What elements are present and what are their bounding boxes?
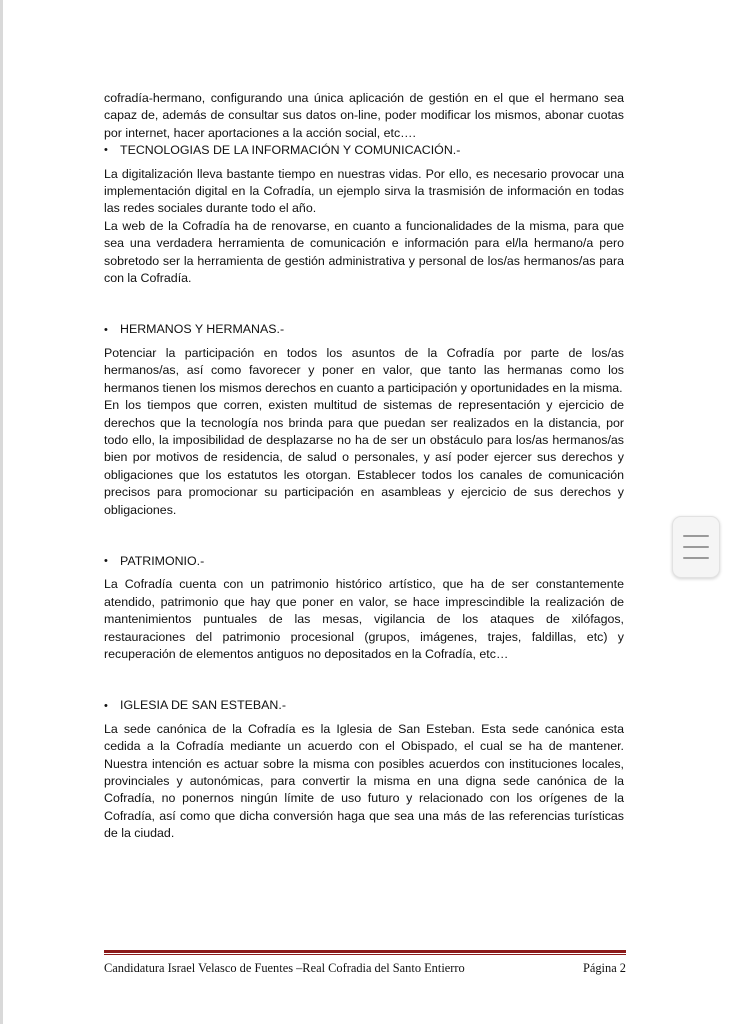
- section-hermanos: [104, 321, 624, 518]
- hamburger-menu-icon[interactable]: [672, 516, 720, 578]
- section-heading: [104, 321, 624, 338]
- intro-paragraph: cofradía-hermano, configurando una única aplicación de gestión en el que el hermano sea capaz de, además de consultar sus datos on-line, poder modificar los mismos, abonar cuotas por internet, hacer aportaciones a la acción social, etc….: [104, 91, 624, 140]
- section-paragraph: La Cofradía cuenta con un patrimonio histórico artístico, que ha de ser constantemente atendido, patrimonio que hay que poner en valor, se hace imprescindible la realización de mantenimientos puntuales de las mesas, vigilancia de los ataques de xilófagos, restauraciones del patrimonio procesional (grupos, imágenes, trajes, faldillas, etc) y recuperación de elementos antiguos no depositados en la Cofradía, etc…: [104, 577, 624, 661]
- section-patrimonio: [104, 553, 624, 663]
- section-heading: [104, 142, 624, 159]
- section-paragraph: Potenciar la participación en todos los asuntos de la Cofradía por parte de los/as hermanos/as, así como favorecer y poner en valor, que tanto las hermanas como los hermanos tienen los mismos derechos en cuanto a participación y oportunidades en la misma.: [104, 345, 624, 395]
- section-title: TECNOLOGIAS DE LA INFORMACIÓN Y COMUNICACIÓN.-: [120, 143, 461, 158]
- section-title: PATRIMONIO.-: [120, 553, 205, 568]
- section-paragraph: En los tiempos que corren, existen multitud de sistemas de representación y ejercicio de derechos que la tecnología nos brinda para que puedan ser realizados en la distancia, por todo ello, la imposibilidad de desplazarse no ha de ser un obstáculo para los/as hermanos/as bien por motivos de residencia, de salud o personales, y así poder ejercer sus derechos y obligaciones que los estatutos les otorgan. Establecer todos los canales de comunicación precisos para promocionar su participación en asambleas y ejercicio de sus derechos y obligaciones.: [104, 398, 624, 517]
- page-edge: [0, 0, 3, 1024]
- section-paragraph: La sede canónica de la Cofradía es la Iglesia de San Esteban. Esta sede canónica esta cedida a la Cofradía mediante un acuerdo con el Obispado, el cual se ha de mantener. Nuestra intención es actuar sobre la misma con posibles acuerdos con instituciones locales, provinciales y autonómicas, para convertir la misma en una digna sede canónica de la Cofradía, no ponernos ningún límite de uso futuro y relacionado con los orígenes de la Cofradía, así como que dicha conversión haga que sea una más de las referencias turísticas de la ciudad.: [104, 721, 624, 841]
- section-heading: [104, 553, 624, 570]
- section-paragraph: La web de la Cofradía ha de renovarse, en cuanto a funcionalidades de la misma, para que sea una verdadera herramienta de comunicación e información para el/la hermano/a pero sobretodo ser la herramienta de gestión administrativa y personal de los/as hermanos/as para con la Cofradía.: [104, 218, 624, 286]
- page-footer: [104, 959, 626, 977]
- document-body: [104, 90, 624, 843]
- bullet-icon: •: [104, 144, 108, 157]
- section-title: IGLESIA DE SAN ESTEBAN.-: [120, 698, 286, 713]
- section-iglesia: [104, 697, 624, 842]
- footer-title: Candidatura Israel Velasco de Fuentes –Real Cofradia del Santo Entierro: [104, 961, 465, 975]
- section-title: HERMANOS Y HERMANAS.-: [120, 322, 285, 337]
- bullet-icon: •: [104, 555, 108, 568]
- page-number: Página 2: [582, 961, 626, 975]
- section-tecnologias: [104, 142, 624, 287]
- footer-divider-thin: [104, 954, 626, 955]
- menu-line: [683, 557, 709, 559]
- footer-divider: [104, 950, 626, 953]
- bullet-icon: •: [104, 323, 108, 336]
- bullet-icon: •: [104, 699, 108, 712]
- menu-line: [683, 535, 709, 537]
- section-paragraph: La digitalización lleva bastante tiempo en nuestras vidas. Por ello, es necesario provocar una implementación digital en la Cofradía, un ejemplo sirva la trasmisión de información en todas las redes sociales durante todo el año.: [104, 166, 624, 216]
- section-heading: [104, 697, 624, 714]
- menu-line: [683, 546, 709, 548]
